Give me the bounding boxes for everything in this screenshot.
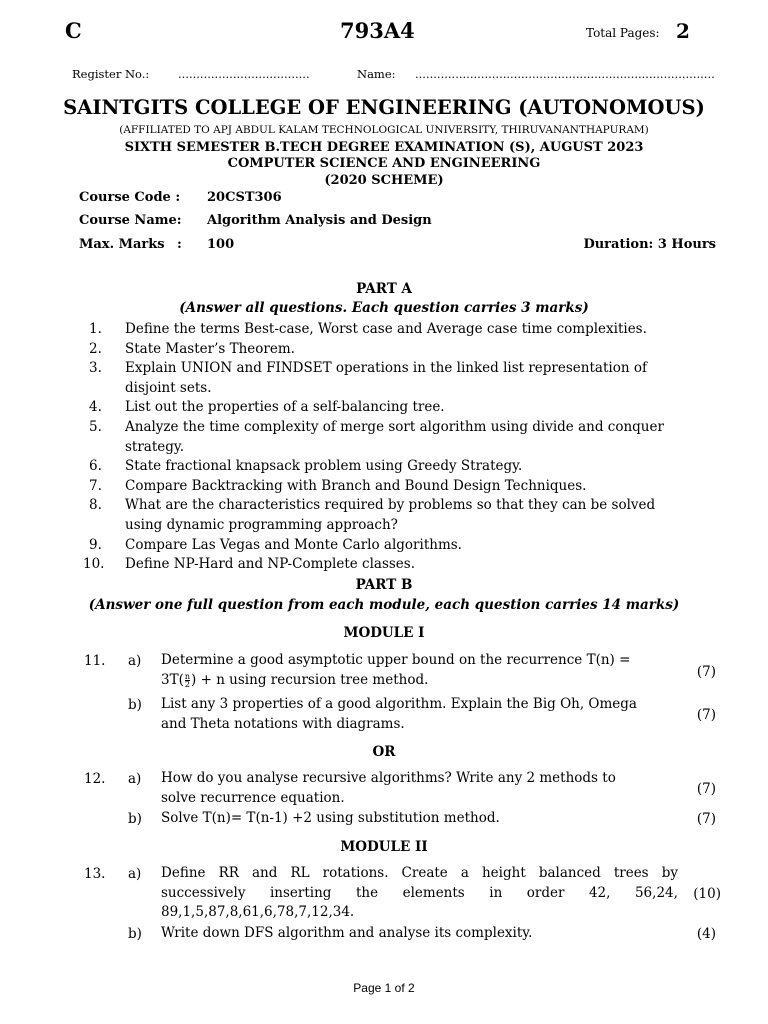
marks-label: (7): [696, 811, 716, 827]
college-name: SAINTGITS COLLEGE OF ENGINEERING (AUTONOMOUS): [63, 96, 705, 119]
register-field: ....................................: [178, 67, 310, 81]
course-code: 20CST306: [207, 190, 282, 205]
paper-series: C: [65, 18, 82, 43]
part-a-question: [125, 340, 295, 360]
question-13a: [161, 864, 678, 923]
question-line: Solve T(n)= T(n-1) +2 using substitution method.: [161, 810, 500, 826]
question-line: Define the terms Best-case, Worst case and Average case time complexities.: [125, 321, 647, 337]
register-label: Register No.:: [72, 67, 150, 81]
or-separator: OR: [372, 744, 396, 760]
question-line: using dynamic programming approach?: [125, 516, 398, 533]
question-line: Analyze the time complexity of merge sort algorithm using divide and conquer: [125, 419, 664, 435]
marks-label: (7): [696, 664, 716, 680]
question-number: 1.: [89, 321, 102, 337]
total-pages-label: Total Pages:: [586, 26, 660, 40]
question-line: Define NP-Hard and NP-Complete classes.: [125, 556, 416, 573]
fraction-numerator: n: [184, 671, 191, 681]
question-line: [161, 884, 678, 904]
word: Create: [401, 865, 448, 881]
duration: Duration: 3 Hours: [583, 237, 716, 252]
question-11b: [161, 695, 679, 734]
word: Define: [161, 865, 206, 881]
course-name-label: Course Name:: [79, 213, 182, 228]
question-number: 10.: [83, 556, 105, 573]
course-code-label: Course Code :: [79, 190, 181, 205]
part-a-question: [125, 320, 647, 340]
part-a-question: [125, 398, 445, 418]
word: 42,: [588, 884, 611, 901]
question-line: State fractional knapsack problem using Greedy Strategy.: [125, 458, 523, 475]
question-12a: [161, 769, 677, 808]
part-a-title: PART A: [356, 281, 412, 297]
module-1-heading: MODULE I: [343, 625, 425, 641]
part-a-instruction: (Answer all questions. Each question carries 3 marks): [179, 300, 589, 316]
question-11a: [161, 651, 679, 690]
question-line: and Theta notations with diagrams.: [161, 715, 405, 732]
sub-label: b): [128, 926, 142, 942]
recurrence-prefix: 3T: [161, 671, 179, 688]
question-number: 11.: [84, 653, 106, 669]
question-line: disjoint sets.: [125, 379, 212, 396]
department: COMPUTER SCIENCE AND ENGINEERING: [227, 156, 541, 171]
word: by: [661, 865, 678, 881]
total-pages-value: 2: [676, 19, 690, 43]
college-affiliation: (AFFILIATED TO APJ ABDUL KALAM TECHNOLOGICAL UNIVERSITY, THIRUVANANTHAPURAM): [119, 124, 649, 136]
question-line: List any 3 properties of a good algorithm. Explain the Big Oh, Omega: [161, 696, 637, 712]
name-label: Name:: [357, 67, 396, 81]
part-a-question: [125, 496, 655, 535]
sub-label: a): [128, 653, 142, 669]
word: RR: [218, 865, 239, 881]
word: trees: [613, 865, 649, 881]
fraction-denominator: 2: [184, 679, 190, 689]
word: in: [489, 884, 503, 901]
part-a-question: [125, 359, 647, 398]
question-number: 4.: [89, 399, 102, 416]
sub-label: a): [128, 866, 142, 882]
marks-label: (7): [696, 707, 716, 723]
question-number: 13.: [84, 866, 106, 882]
fraction: [185, 673, 190, 688]
word: inserting: [269, 884, 332, 901]
question-line: 89,1,5,87,8,61,6,78,7,12,34.: [161, 904, 355, 920]
sub-label: b): [128, 811, 142, 827]
question-line: solve recurrence equation.: [161, 789, 345, 806]
word: 56,24,: [634, 884, 678, 901]
max-marks-label: Max. Marks: [79, 237, 165, 252]
name-field: ..................................................................................: [415, 67, 715, 81]
question-number: 8.: [89, 497, 102, 514]
question-number: 12.: [84, 771, 106, 787]
sub-label: b): [128, 697, 142, 713]
marks-label: (7): [696, 781, 716, 797]
part-a-question: [125, 457, 522, 477]
part-b-instruction: (Answer one full question from each module, each question carries 14 marks): [88, 597, 680, 613]
part-a-question: [125, 536, 462, 556]
part-b-title: PART B: [355, 577, 413, 593]
question-13b: [161, 924, 677, 944]
part-a-question: [125, 418, 664, 457]
scheme: (2020 SCHEME): [324, 173, 444, 188]
word: height: [481, 865, 526, 881]
question-line: State Master’s Theorem.: [125, 340, 295, 357]
marks-label: (4): [696, 926, 716, 942]
question-line: strategy.: [125, 438, 185, 455]
word: the: [355, 884, 379, 901]
module-2-heading: MODULE II: [340, 839, 428, 855]
word: and: [251, 865, 278, 881]
question-line: [161, 864, 678, 884]
word: successively: [161, 884, 246, 901]
part-a-question: [125, 477, 586, 497]
part-a-question: [125, 555, 415, 575]
question-number: 7.: [89, 477, 102, 494]
question-line: Explain UNION and FINDSET operations in the linked list representation of: [125, 360, 647, 377]
question-number: 3.: [89, 360, 102, 377]
question-line: Determine a good asymptotic upper bound on the recurrence T(n) =: [161, 652, 631, 668]
word: order: [526, 884, 565, 901]
word: a: [460, 865, 469, 881]
question-number: 5.: [89, 419, 102, 435]
paper-code: 793A4: [340, 18, 415, 43]
question-line: What are the characteristics required by problems so that they can be solved: [125, 497, 656, 514]
question-line: Write down DFS algorithm and analyse its complexity.: [161, 925, 533, 941]
question-line: Compare Backtracking with Branch and Bound Design Techniques.: [125, 477, 587, 494]
recurrence-suffix: + n using recursion tree method.: [200, 671, 429, 688]
question-line: Compare Las Vegas and Monte Carlo algorithms.: [125, 536, 462, 553]
word: balanced: [538, 865, 601, 881]
exam-title: SIXTH SEMESTER B.TECH DEGREE EXAMINATION (S), AUGUST 2023: [124, 140, 644, 155]
max-marks: 100: [207, 237, 235, 252]
question-number: 9.: [89, 536, 102, 553]
word: rotations.: [322, 865, 389, 881]
max-marks-colon: :: [177, 237, 182, 252]
marks-label: (10): [693, 886, 721, 902]
question-line: How do you analyse recursive algorithms? Write any 2 methods to: [161, 770, 616, 786]
word: elements: [402, 884, 465, 901]
sub-label: a): [128, 771, 142, 787]
word: RL: [290, 865, 310, 881]
question-number: 2.: [89, 340, 102, 357]
page-number: Page 1 of 2: [353, 981, 415, 995]
question-12b: [161, 809, 677, 829]
question-line: 3T( $\frac{n}{2}$ ) + n using recursion tree method.: [161, 671, 429, 689]
question-number: 6.: [89, 458, 102, 475]
course-name: Algorithm Analysis and Design: [207, 213, 432, 228]
question-line: List out the properties of a self-balancing tree.: [125, 399, 445, 416]
